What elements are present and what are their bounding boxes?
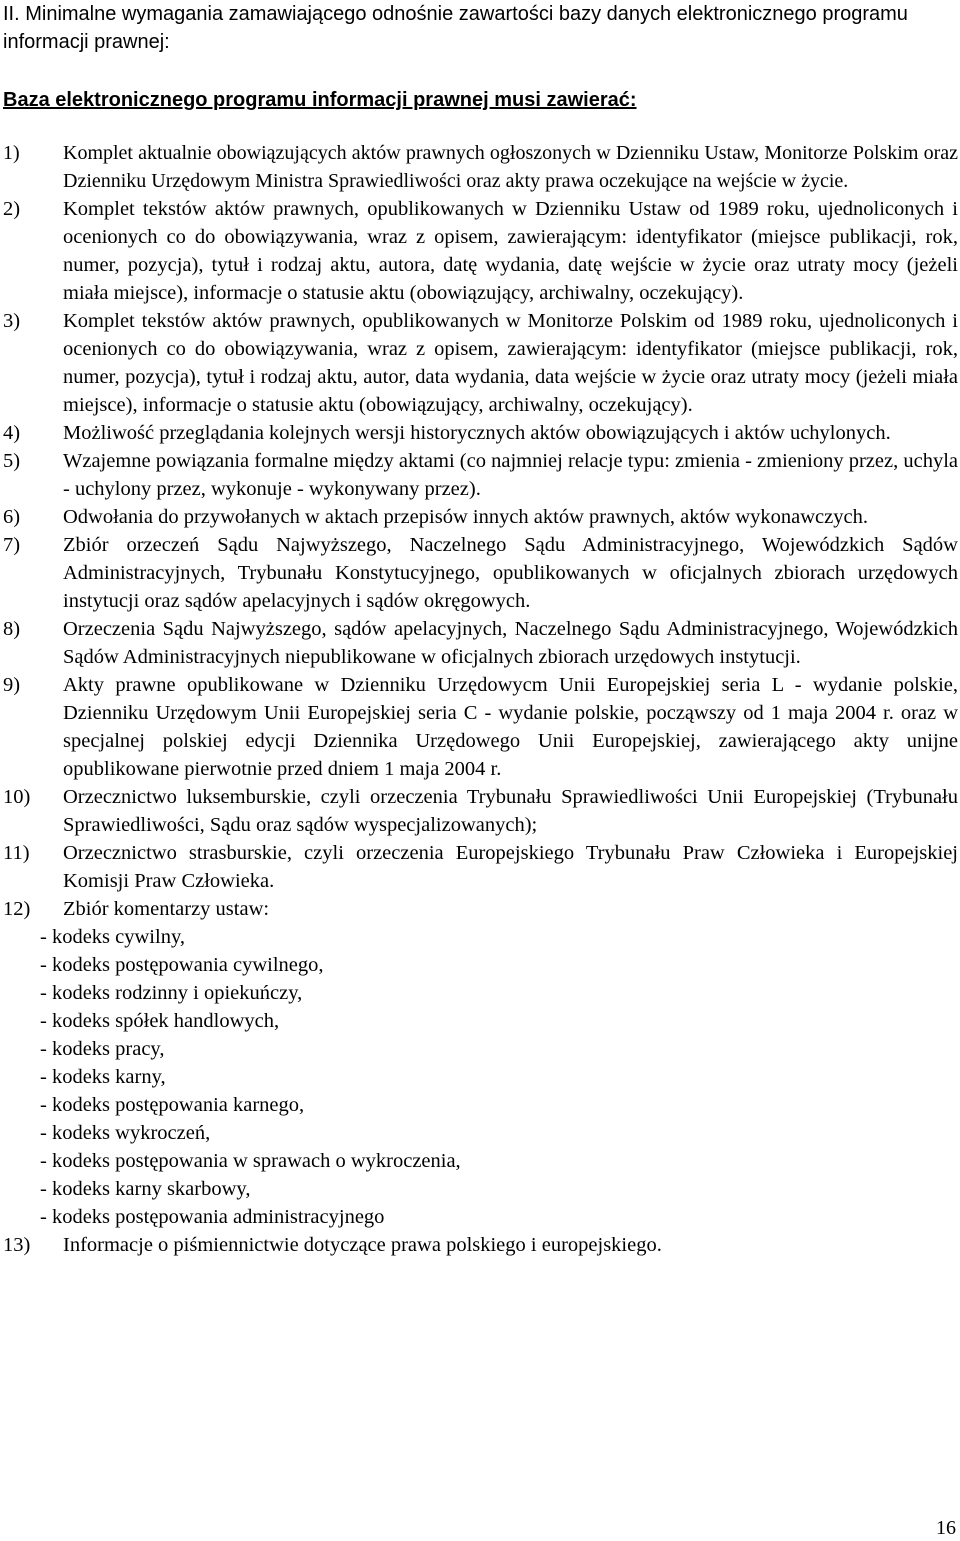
page-number: 16	[936, 1517, 956, 1539]
list-item-text: Komplet tekstów aktów prawnych, opublikowanych w Dzienniku Ustaw od 1989 roku, ujednoliconych i ocenionych co do obowiązywania, wraz z opisem, zawierającym: identyfikator (miejsce publikacji, rok, numer, pozycja), tytuł i rodzaj aktu, autora, datę wydania, datę wejście w życie oraz utraty mocy (jeżeli miała miejsce), informacje o statusie aktu (obowiązujący, archiwalny, oczekujący).	[63, 198, 958, 304]
list-item	[3, 195, 958, 307]
list-item-text: Orzecznictwo luksemburskie, czyli orzeczenia Trybunału Sprawiedliwości Unii Europejskiej (Trybunału Sprawiedliwości, Sądu oraz sądów wyspecjalizowanych);	[63, 786, 958, 836]
list-item-text: Orzecznictwo strasburskie, czyli orzeczenia Europejskiego Trybunału Praw Człowieka i Europejskiej Komisji Praw Człowieka.	[63, 842, 958, 892]
code-list-item: - kodeks spółek handlowych,	[40, 1010, 280, 1032]
list-item-text: Akty prawne opublikowane w Dzienniku Urzędowycm Unii Europejskiej seria L - wydanie polskie, Dzienniku Urzędowym Unii Europejskiej seria C - wydanie polskie, począwszy od 1 maja 2004 r. oraz w specjalnej polskiej edycji Dziennika Urzędowego Unii Europejskiej, zawierającego akty unijne opublikowane pierwotnie przed dniem 1 maja 2004 r.	[63, 674, 958, 780]
list-item-text: Komplet tekstów aktów prawnych, opublikowanych w Monitorze Polskim od 1989 roku, ujednoliconych i ocenionych co do obowiązywania, wraz z opisem, zawierającym: identyfikator (miejsce publikacji, rok, numer, pozycja), tytuł i rodzaj aktu, autor, data wydania, data wejście w życie oraz utraty mocy (jeżeli miała miejsce), informacje o statusie aktu (obowiązujący, archiwalny, oczekujący).	[63, 310, 958, 416]
list-item-number: 2)	[3, 198, 21, 220]
list-item	[3, 783, 958, 839]
list-item-number: 1)	[3, 142, 20, 164]
list-item-number: 10)	[3, 786, 31, 808]
requirements-list	[3, 139, 958, 1259]
list-item-text: Zbiór komentarzy ustaw:	[63, 898, 270, 920]
section-heading: II. Minimalne wymagania zamawiającego odnośnie zawartości bazy danych elektronicznego programu informacji prawnej:	[3, 3, 908, 53]
list-item-text: Możliwość przeglądania kolejnych wersji historycznych aktów obowiązujących i aktów uchylonych.	[63, 422, 891, 444]
code-list-item: - kodeks cywilny,	[40, 926, 185, 948]
list-item	[3, 531, 958, 615]
code-list-item: - kodeks postępowania karnego,	[40, 1094, 305, 1116]
section-subheading: Baza elektronicznego programu informacji prawnej musi zawierać:	[3, 89, 637, 111]
list-item	[3, 895, 958, 1231]
list-item	[3, 139, 958, 195]
code-list-item: - kodeks karny,	[40, 1066, 166, 1088]
list-item-number: 7)	[3, 534, 21, 556]
list-item-number: 6)	[3, 506, 21, 528]
list-item	[3, 503, 958, 531]
list-item	[3, 419, 958, 447]
code-list-item: - kodeks rodzinny i opiekuńczy,	[40, 982, 303, 1004]
code-list-item: - kodeks karny skarbowy,	[40, 1178, 251, 1200]
code-list-item: - kodeks wykroczeń,	[40, 1122, 211, 1144]
list-item-number: 13)	[3, 1234, 31, 1256]
list-item-text: Informacje o piśmiennictwie dotyczące prawa polskiego i europejskiego.	[63, 1234, 662, 1256]
list-item	[3, 307, 958, 419]
code-list	[3, 923, 958, 1231]
list-item-number: 11)	[3, 842, 30, 864]
code-list-item: - kodeks pracy,	[40, 1038, 165, 1060]
list-item-number: 4)	[3, 422, 21, 444]
list-item-text: Wzajemne powiązania formalne między aktami (co najmniej relacje typu: zmienia - zmieniony przez, uchyla - uchylony przez, wykonuje - wykonywany przez).	[63, 450, 958, 500]
code-list-item: - kodeks postępowania administracyjnego	[40, 1206, 385, 1228]
list-item-number: 3)	[3, 310, 21, 332]
code-list-item: - kodeks postępowania cywilnego,	[40, 954, 324, 976]
list-item-number: 8)	[3, 618, 21, 640]
list-item-text: Zbiór orzeczeń Sądu Najwyższego, Naczelnego Sądu Administracyjnego, Wojewódzkich Sądów Administracyjnych, Trybunału Konstytucyjnego, opublikowanych w oficjalnych zbiorach urzędowych instytucji oraz sądów apelacyjnych i sądów okręgowych.	[63, 534, 958, 612]
list-item	[3, 1231, 958, 1259]
list-item-text: Odwołania do przywołanych w aktach przepisów innych aktów prawnych, aktów wykonawczych.	[63, 506, 868, 528]
list-item-number: 12)	[3, 898, 31, 920]
code-list-item: - kodeks postępowania w sprawach o wykroczenia,	[40, 1150, 461, 1172]
list-item-text: Orzeczenia Sądu Najwyższego, sądów apelacyjnych, Naczelnego Sądu Administracyjnego, Wojewódzkich Sądów Administracyjnych niepublikowane w oficjalnych zbiorach urzędowych instytucji.	[63, 618, 958, 668]
list-item-text: Komplet aktualnie obowiązujących aktów prawnych ogłoszonych w Dzienniku Ustaw, Monitorze Polskim oraz Dzienniku Urzędowym Ministra Sprawiedliwości oraz akty prawa oczekujące na wejście w życie.	[63, 142, 958, 192]
list-item	[3, 839, 958, 895]
list-item	[3, 615, 958, 671]
list-item	[3, 447, 958, 503]
list-item	[3, 671, 958, 783]
list-item-number: 9)	[3, 674, 21, 696]
list-item-number: 5)	[3, 450, 21, 472]
